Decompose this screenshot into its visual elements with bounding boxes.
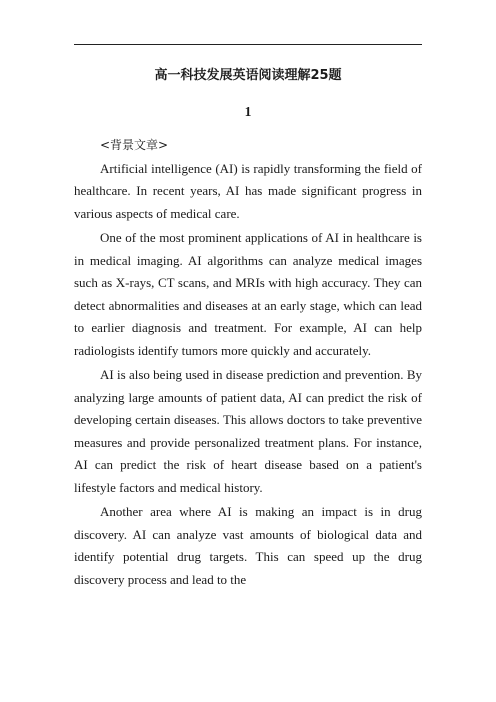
document-body: [74, 67, 422, 591]
section-label: <背景文章>: [100, 138, 169, 152]
paragraph-3: AI is also being used in disease prediction and prevention. By analyzing large amounts of patient data, AI can predict the risk of developing certain diseases. This allows doctors to take preventive measures and provide personalized treatment plans. For instance, AI can predict the risk of heart disease based on a patient's lifestyle factors and medical history.: [74, 367, 422, 495]
section-number: 1: [244, 104, 252, 119]
document-title: 高一科技发展英语阅读理解25题: [154, 68, 342, 83]
paragraph-4: Another area where AI is making an impact is in drug discovery. AI can analyze vast amounts of biological data and identify potential drug targets. This can speed up the drug discovery process and lead to the: [74, 504, 422, 587]
paragraph-2: One of the most prominent applications of AI in healthcare is in medical imaging. AI algorithms can analyze medical images such as X-rays, CT scans, and MRIs with high accuracy. They can detect abnormalities and diseases at an early stage, which can lead to earlier diagnosis and treatment. For example, AI can help radiologists identify tumors more quickly and accurately.: [74, 230, 422, 358]
header-rule: [74, 44, 422, 45]
paragraph-1: Artificial intelligence (AI) is rapidly transforming the field of healthcare. In recent years, AI has made significant progress in various aspects of medical care.: [74, 160, 422, 221]
